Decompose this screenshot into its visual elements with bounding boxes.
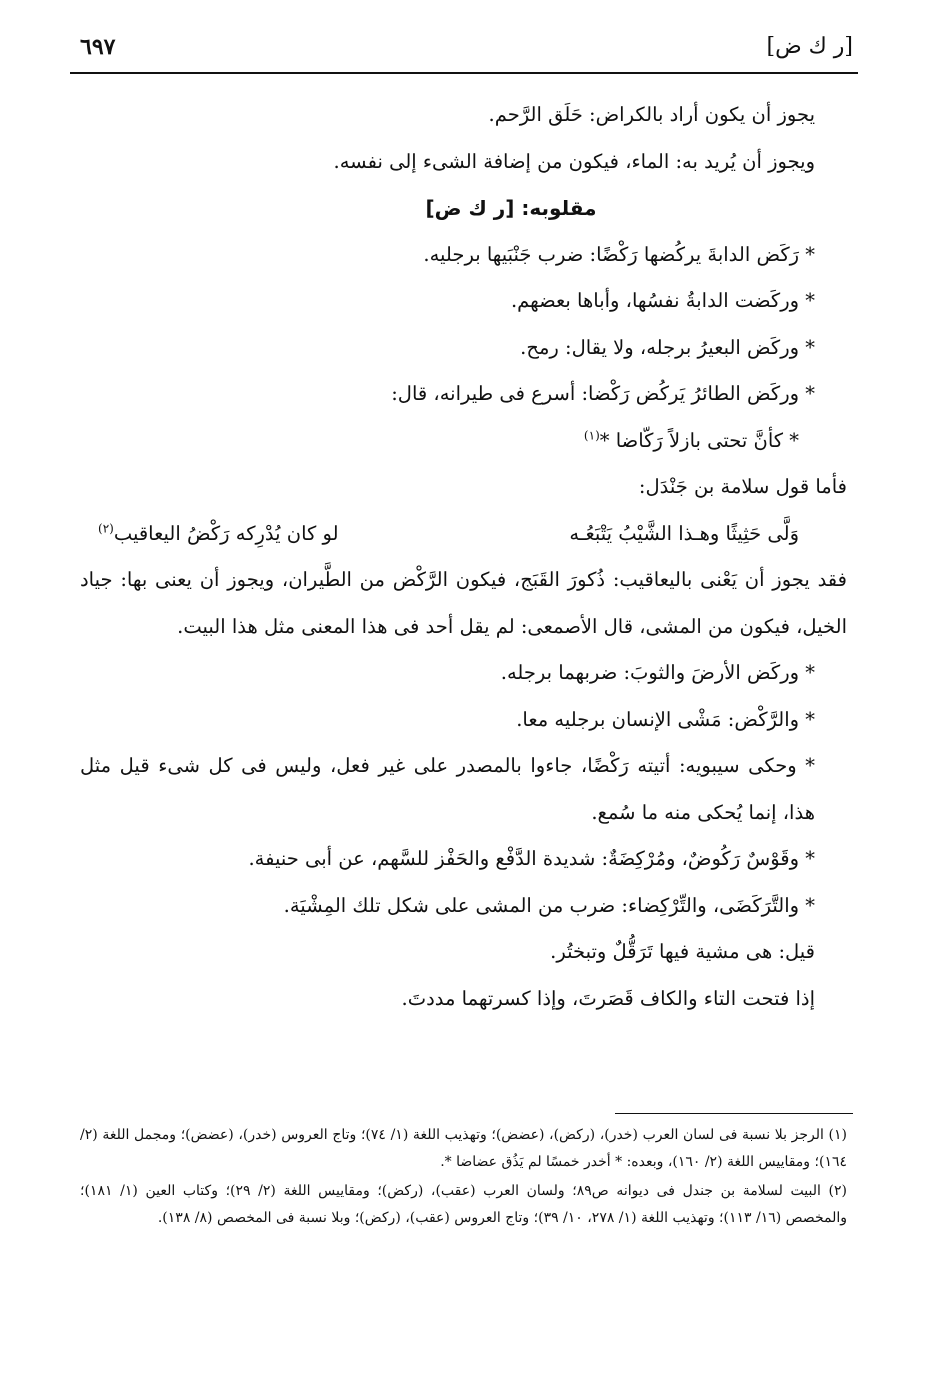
- text-line: * وركَض الأرضَ والثوبَ: ضربهما برجله.: [500, 661, 815, 684]
- section-title: [ر ك ض]: [766, 34, 853, 59]
- footnote-ref: (٢): [98, 521, 114, 535]
- header-divider: [70, 72, 858, 74]
- text-line: * وقَوْسٌ رَكُوضٌ، ومُرْكِضَةٌ: شديدة الدَّفْع والحَفْز للسَّهم، عن أبى حنيفة.: [248, 847, 815, 870]
- verse-quote: [80, 418, 847, 465]
- text-line: قيل: هى مشية فيها تَرَقُّلٌ وتبختُر.: [550, 940, 815, 963]
- text-line: ويجوز أن يُريد به: الماء، فيكون من إضافة الشىء إلى نفسه.: [333, 149, 815, 173]
- verse-second-text: لو كان يُدْرِكه رَكْضُ اليعاقيب: [113, 521, 339, 545]
- text-line: * والرَّكْض: مَشْى الإنسان برجليه معا.: [516, 707, 815, 731]
- text-line: * وركَضت الدابةُ نفسُها، وأباها بعضهم.: [510, 289, 815, 312]
- footnote: (٢) البيت لسلامة بن جندل فى ديوانه ص٨٩؛ ولسان العرب (عقب)، (ركض)؛ ومقاييس اللغة (٢/ ٢٩)؛ وكتاب العين (١/ ١٨١)؛ والمخصص (١٦/ ١١٣)؛ وتهذيب اللغة (١/ ٢٧٨، ١٠/ ٣٩)؛ وتاج العروس (عقب)، (ركض)؛ وبلا نسبة فى المخصص (٨/ ١٣٨).: [80, 1183, 847, 1226]
- text-line: إذا فتحت التاء والكاف قَصَرتَ، وإذا كسرتهما مددتَ.: [401, 986, 815, 1010]
- page-number: ٦٩٧: [80, 34, 116, 60]
- page-header: [80, 28, 853, 68]
- text-paragraph: فقد يجوز أن يَعْنى باليعاقيب: ذُكورَ القَبَج، فيكون الرَّكْض من الطَّيران، ويجوز أن يعنى بها: جياد الخيل، فيكون من المشى، قال الأصمعى: لم يقل أحد فى هذا المعنى مثل هذا البيت.: [80, 568, 847, 638]
- footnote: (١) الرجز بلا نسبة فى لسان العرب (خدر)، (ركض)، (عضض)؛ وتهذيب اللغة (١/ ٧٤)؛ وتاج العروس (خدر)، (عضض)؛ ومجمل اللغة (٢/ ١٦٤)؛ ومقاييس اللغة (٢/ ١٦٠)، وبعده: * أخدر خمسًا لم يَذُق عضاضا *.: [80, 1127, 848, 1170]
- footnote-ref: (١): [583, 428, 600, 442]
- footnotes: [80, 1122, 847, 1234]
- subheading: مقلوبه: [ر ك ض]: [425, 196, 597, 220]
- text-line: يجوز أن يكون أراد بالكراض: حَلَق الرَّحم.: [488, 103, 815, 126]
- verse-second-hemistich: [98, 511, 339, 558]
- text-line: * وركَض الطائرُ يَركُض رَكْضا: أسرع فى طيرانه، قال:: [391, 382, 815, 405]
- main-text: [80, 92, 847, 1022]
- poem-verse: [80, 511, 847, 558]
- footnote-divider: [615, 1113, 853, 1114]
- text-line: * وركَض البعيرُ برجله، ولا يقال: رمح.: [520, 335, 815, 359]
- text-line: * رَكَض الدابةَ يركُضها رَكْضًا: ضرب جَنْبَيها برجليه.: [423, 242, 815, 266]
- verse-first-hemistich: وَلَّى حَثِيثًا وهـذا الشَّيْبُ يَتْبَعُـه: [569, 521, 799, 545]
- text-paragraph: * وحكى سيبويه: أتيته رَكْضًا، جاءوا بالمصدر على غير فعل، وليس فى كل شىء قيل مثل هذا، إنما يُحكى منه ما سُمع.: [80, 754, 815, 824]
- text-line: * والتَّرَكَضَى، والتِّرْكِضاء: ضرب من المشى على شكل تلك المِشْيَة.: [283, 893, 815, 917]
- verse-quote-text: * كأنَّ تحتى بازلاً رَكّاضا *: [599, 428, 799, 452]
- text-line: فأما قول سلامة بن جَنْدَل:: [638, 475, 847, 498]
